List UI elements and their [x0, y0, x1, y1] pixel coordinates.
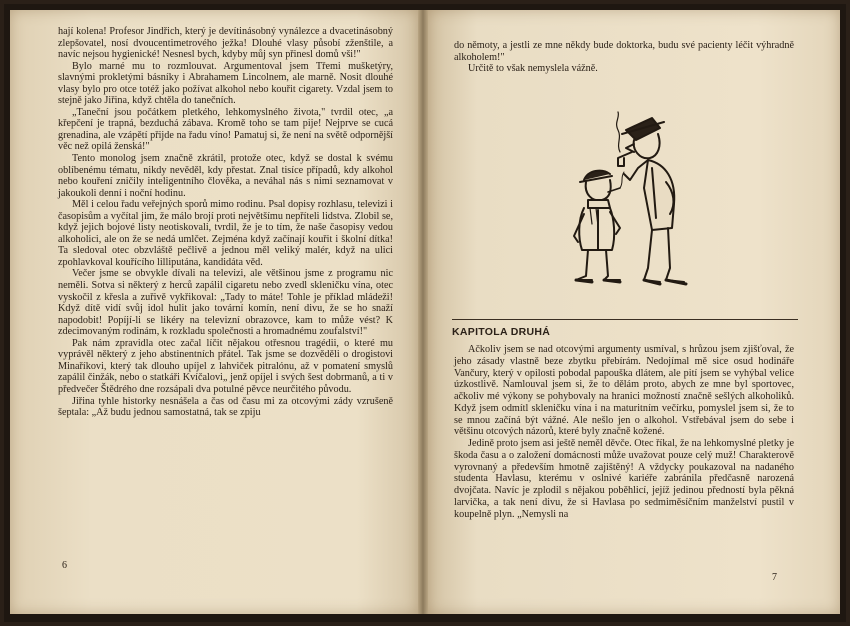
- paragraph: Jedině proto jsem asi ještě neměl děvče. Otec říkal, že na lehkomyslné pletky je škoda času a o založení domácnosti může uvažovat pouze celý muž! Charakterově vyrovnaný a především hmotně zajištěný! A vždycky poukazoval na nadaného studenta Havlasu, kterému v oslnivé kariéře zabránila předčasně narozená dvojčata. Navíc je zplodil s nějakou poběhlicí, jejíž jedinou předností byla pěkná larvička, a tak není divu, že si Havlasa po sedmiměsíčním manželství pustil v koupelně plyn. „Nemysli na: [454, 438, 794, 520]
- chapter-title: KAPITOLA DRUHÁ: [452, 326, 551, 338]
- paragraph: Jiřina tyhle historky nesnášela a čas od času mi za otcovými zády vzrušeně šeptala: „Až budu jednou samostatná, tak se zpiju: [58, 395, 393, 419]
- paragraph: Večer jsme se obvykle dívali na televizi, ale většinou jsme z programu nic neměli. Sotva si některý z herců zapálil cigaretu nebo zvedl skleničku vína, otec vyskočil z křesla a zuřivě vykřikoval: „Tady to máte! Tohle je příklad mládeži! Když dítě vidí svůj idol hulit jako tovární komín, není divu, že se ho snaží napodobit! Popíjí-li se likéry na televizní obrazovce, kam to může vést? K zdecimovaným rodinám, k rozkladu společnosti a hromadnému zoufalství!": [58, 268, 393, 338]
- page-number-left: 6: [62, 560, 67, 571]
- left-page-text: [58, 26, 393, 419]
- paragraph: Měl i celou řadu veřejných sporů mimo rodinu. Psal dopisy rozhlasu, televizi i časopisům a vyčítal jim, že málo brojí proti největšímu nepříteli lidstva. Zlobil se, když jejich bojové listy neotiskovali, tvrdil, že je to tím, že naše časopisy vedou alkoholici, ale on že se nedá umlčet. Zejména když začínají kouřit i školní dítka! Ta sledoval otec obzvláště pečlivě a jednou měl veliký malér, když na ulici zpohlavkoval kouřícího lilliputána, kandidáta věd.: [58, 199, 393, 268]
- right-page-top-text: [454, 40, 794, 75]
- page-number-right: 7: [772, 572, 777, 583]
- paragraph: hají kolena! Profesor Jindřich, který je devítinásobný vynálezce a dvacetinásobný zlepšovatel, nosí dvoucentimetrového ježka! Dlouhé vlasy působí zženštile, a navíc nejsou hygienické! Nesnesl bych, kdyby můj syn přinesl domů vši!": [58, 26, 393, 61]
- paragraph: Tento monolog jsem značně zkrátil, protože otec, když se dostal k svému oblíbenému tématu, nikdy nevěděl, kdy přestat. Znal tisíce případů, kdy alkohol nebo kouření zničily inteligentního člověka, a neváhal nás s nimi seznamovat v jakoukoli denní i noční hodinu.: [58, 153, 393, 199]
- right-page: [428, 10, 840, 614]
- chapter-divider: [452, 319, 798, 320]
- paragraph: „Taneční jsou počátkem pletkého, lehkomyslného života," tvrdil otec, „a křepčení je trapná, bezduchá zábava. Kromě toho se tam pije! Nejprve se cucá grenadina, ale vzápětí přijde na řadu víno! Pamatuj si, že není na světě odpornější věc než opilá ženská!": [58, 106, 393, 153]
- paragraph: Ačkoliv jsem se nad otcovými argumenty usmíval, s hrůzou jsem zjišťoval, že jeho zásady vlastně beze zbytku přebírám. Nedojímal mě sice osud hodináře Vančury, který v opilosti pobodal papouška dlátem, ale pití jsem se vyhýbal velice úzkostlivě. Namlouval jsem si, že to dělám proto, abych ze mne byl sportovec, ačkoliv mé výkony se pohybovaly na hranici možností značně sešlých alkoholiků. Když jsem odmítl skleničku vína i na maturitním večírku, pomyslel jsem si, že to se mnou začíná být vážné. Ale nešlo jen o alkohol. Vstřebával jsem do sebe i většinu otcových názorů, které byly značně kožené.: [454, 344, 794, 438]
- right-page-body-text: [454, 344, 794, 520]
- paragraph: Pak nám zpravidla otec začal líčit nějakou otřesnou tragédii, o které mu vyprávěl některý z jeho abstinentních přátel. Tak jsme se dozvěděli o drogistovi Minaříkovi, který tak dlouho upíjel z lahviček pitralónu, až v pomatení smyslů zapálil činžák, nebo o statkáři Kvíčalovi„ jenž opíjel i svých šest dobrmanů, a ti v předvečer Štědrého dne rozsápali dva potulné pěvce neurčitého původu.: [58, 337, 393, 395]
- paragraph: Určitě to však nemyslela vážně.: [468, 63, 598, 75]
- paragraph: Bylo marné mu to rozmlouvat. Argumentoval jsem Třemi mušketýry, slavnými prokletými básníky i Abrahamem Lincolnem, ale marně. Nosit dlouhé vlasy bylo pro otce totéž jako požívat alkohol nebo kouřit cigarety. Vzdal jsem to stejně jako Jiřina, když chtěla do tanečních.: [58, 60, 393, 107]
- man-with-pipe-and-boy-with-cigarette-illustration: [548, 108, 698, 293]
- book-gutter: [418, 10, 428, 614]
- paragraph: do němoty, a jestli ze mne někdy bude doktorka, budu své pacienty léčit výhradně alkoholem!": [454, 40, 794, 63]
- left-page: [10, 10, 418, 614]
- book-spread: [4, 4, 846, 622]
